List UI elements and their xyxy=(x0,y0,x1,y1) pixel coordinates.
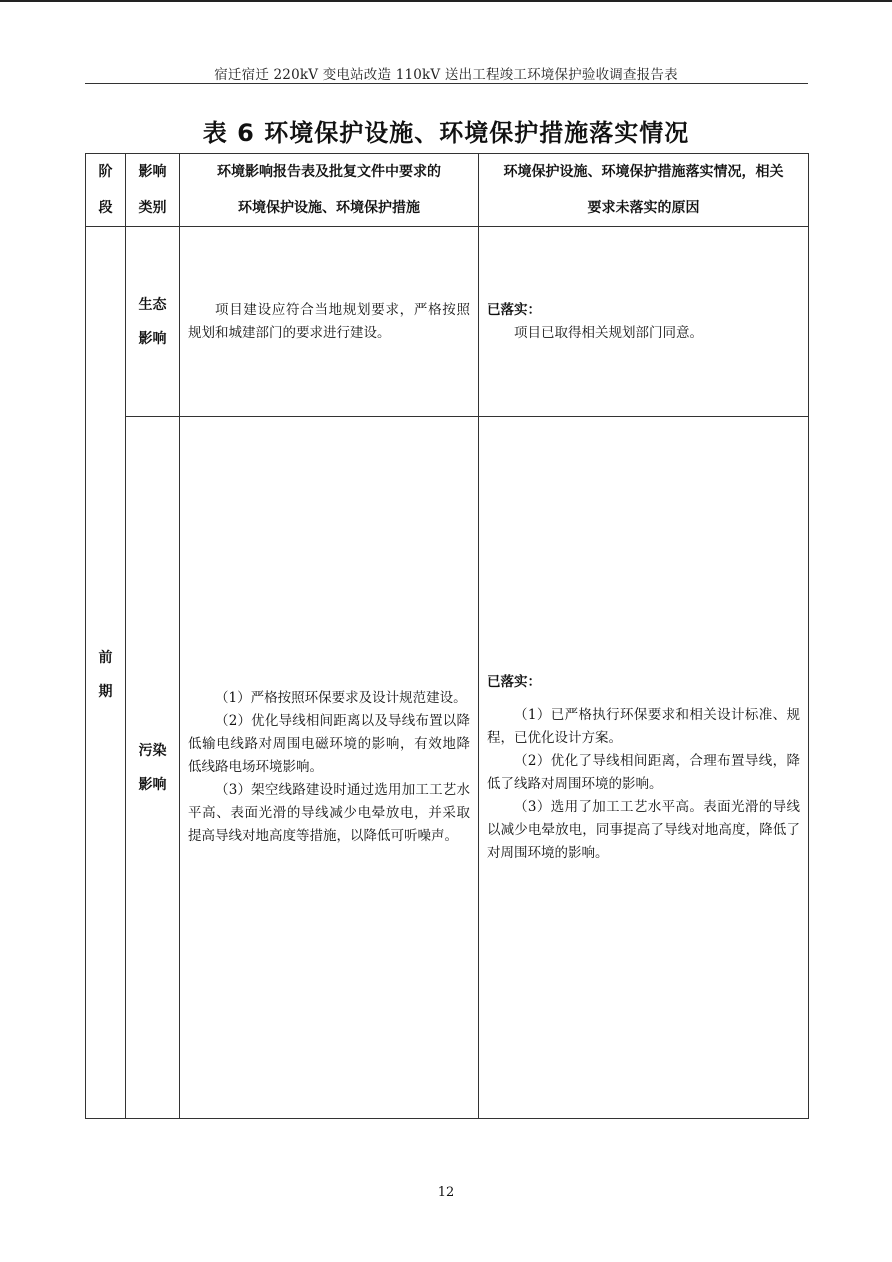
implementation-text: （3）选用了加工工艺水平高。表面光滑的导线以减少电晕放电，同事提高了导线对地高度，降低了对周围环境的影响。 xyxy=(487,798,800,861)
requirement-text: （1）严格按照环保要求及设计规范建设。 xyxy=(215,690,467,706)
col-header-category-line2: 类别 xyxy=(138,200,167,216)
table-row xyxy=(86,417,809,1119)
requirements-cell xyxy=(180,227,479,417)
implementation-cell xyxy=(479,227,809,417)
col-header-requirements-line2: 环境保护设施、环境保护措施 xyxy=(238,200,420,216)
col-header-requirements xyxy=(180,154,479,227)
implementation-text: 项目已取得相关规划部门同意。 xyxy=(514,324,703,341)
category-line1: 生态 xyxy=(138,296,167,313)
col-header-stage-line1: 阶 xyxy=(98,164,113,180)
category-line1: 污染 xyxy=(138,742,167,759)
header-rule xyxy=(85,83,808,84)
top-border xyxy=(0,0,892,2)
status-label: 已落实： xyxy=(487,301,541,318)
implementation-text: （1）已严格执行环保要求和相关设计标准、规程，已优化设计方案。 xyxy=(487,706,800,746)
col-header-category xyxy=(126,154,180,227)
measures-table xyxy=(85,153,809,1119)
implementation-text: （2）优化了导线相间距离，合理布置导线，降低了线路对周围环境的影响。 xyxy=(487,752,800,792)
col-header-stage-line2: 段 xyxy=(98,200,113,216)
category-line2: 影响 xyxy=(138,776,167,793)
col-header-implementation xyxy=(479,154,809,227)
category-cell xyxy=(126,227,180,417)
requirement-text: 项目建设应符合当地规划要求，严格按照规划和城建部门的要求进行建设。 xyxy=(188,301,470,341)
col-header-implementation-line2: 要求未落实的原因 xyxy=(587,200,700,216)
col-header-implementation-line1: 环境保护设施、环境保护措施落实情况，相关 xyxy=(503,164,784,180)
stage-char-2: 期 xyxy=(98,684,113,700)
requirement-text: （2）优化导线相间距离以及导线布置以降低输电线路对周围电磁环境的影响，有效地降低线路电场环境影响。 xyxy=(188,713,470,775)
implementation-cell xyxy=(479,417,809,1119)
col-header-stage xyxy=(86,154,126,227)
status-label: 已落实： xyxy=(487,673,541,690)
requirement-text: （3）架空线路建设时通过选用加工工艺水平高、表面光滑的导线减少电晕放电，并采取提高导线对地高度等措施，以降低可听噪声。 xyxy=(188,782,470,844)
requirements-cell xyxy=(180,417,479,1119)
stage-char-1: 前 xyxy=(98,650,113,666)
page-number: 12 xyxy=(437,1185,455,1200)
table-title: 表 6 环境保护设施、环境保护措施落实情况 xyxy=(202,119,690,147)
category-line2: 影响 xyxy=(138,330,167,347)
table-row xyxy=(86,227,809,417)
running-header: 宿迁宿迁 220kV 变电站改造 110kV 送出工程竣工环境保护验收调查报告表 xyxy=(214,67,678,83)
col-header-category-line1: 影响 xyxy=(138,164,167,180)
col-header-requirements-line1: 环境影响报告表及批复文件中要求的 xyxy=(217,164,441,180)
category-cell xyxy=(126,417,180,1119)
stage-cell xyxy=(86,227,126,1119)
table-header-row xyxy=(86,154,809,227)
